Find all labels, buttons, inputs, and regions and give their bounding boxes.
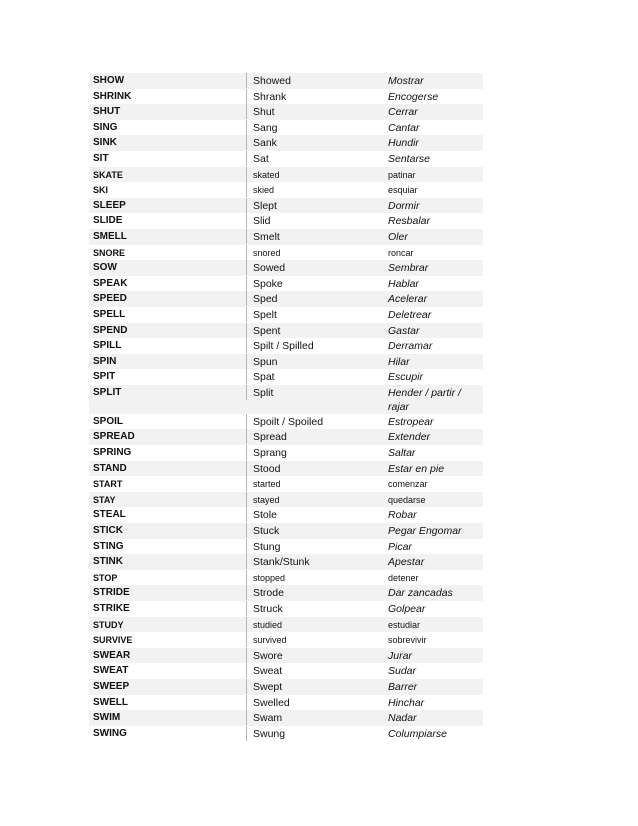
verb-spanish-cell: Picar (388, 540, 412, 553)
verb-base-cell: STICK (93, 525, 123, 537)
table-row (89, 198, 483, 214)
verb-past-cell: Spelt (246, 307, 384, 322)
table-row (89, 523, 483, 539)
verb-base-cell: SINK (93, 137, 117, 149)
verb-past-cell: started (246, 476, 384, 491)
verb-spanish-cell: Cantar (388, 121, 420, 134)
verb-spanish-cell: Hinchar (388, 696, 425, 709)
table-row (89, 554, 483, 570)
table-row (89, 445, 483, 461)
verb-spanish-cell: Dar zancadas (388, 587, 453, 600)
verb-past-cell: Swept (246, 679, 384, 694)
table-row (89, 135, 483, 151)
table-row (89, 648, 483, 664)
verb-past-cell: Sank (246, 135, 384, 150)
table-row (89, 507, 483, 523)
verb-base-cell: SIT (93, 152, 109, 164)
table-row (89, 167, 483, 183)
verb-spanish-cell: Jurar (388, 649, 412, 662)
table-row (89, 570, 483, 586)
verb-spanish-cell: Gastar (388, 324, 420, 337)
verb-table (89, 73, 483, 741)
verb-past-cell: Spoilt / Spoiled (246, 414, 384, 429)
verb-base-cell: SPREAD (93, 431, 135, 443)
verb-base-cell: SPEAK (93, 277, 128, 289)
verb-spanish-cell: comenzar (388, 479, 428, 490)
verb-base-cell: STOP (93, 572, 118, 583)
verb-base-cell: STEAL (93, 509, 126, 521)
verb-past-cell: Stuck (246, 523, 384, 538)
verb-base-cell: STRIDE (93, 587, 130, 599)
verb-spanish-cell: patinar (388, 169, 416, 180)
table-row (89, 539, 483, 555)
verb-base-cell: SPRING (93, 447, 132, 459)
verb-past-cell: Spent (246, 323, 384, 338)
table-row (89, 429, 483, 445)
verb-base-cell: STAND (93, 462, 127, 474)
verb-spanish-cell: sobrevivir (388, 635, 427, 646)
verb-base-cell: SPEND (93, 324, 128, 336)
verb-past-cell: Swelled (246, 695, 384, 710)
verb-past-cell: Spoke (246, 276, 384, 291)
table-row (89, 476, 483, 492)
table-row (89, 617, 483, 633)
verb-base-cell: SWELL (93, 696, 128, 708)
verb-spanish-cell: Hender / partir / rajar (388, 386, 461, 413)
verb-base-cell: SING (93, 121, 118, 133)
verb-spanish-cell: Escupir (388, 371, 424, 384)
verb-past-cell: Spread (246, 429, 384, 444)
verb-base-cell: SWEEP (93, 680, 130, 692)
verb-base-cell: SHOW (93, 75, 125, 86)
verb-spanish-cell: Hilar (388, 355, 410, 368)
verb-base-cell: SWEAT (93, 665, 129, 677)
verb-base-cell: SMELL (93, 230, 127, 242)
verb-spanish-cell: Robar (388, 509, 417, 522)
verb-past-cell: Sowed (246, 260, 384, 275)
table-row (89, 695, 483, 711)
verb-past-cell: Sprang (246, 445, 384, 460)
table-row (89, 229, 483, 245)
verb-base-cell: SLEEP (93, 199, 126, 211)
verb-past-cell: Spilt / Spilled (246, 338, 384, 353)
table-row (89, 585, 483, 601)
verb-past-cell: Sang (246, 120, 384, 135)
verb-spanish-cell: Nadar (388, 712, 417, 725)
table-row (89, 726, 483, 742)
verb-spanish-cell: Estar en pie (388, 462, 445, 475)
verb-spanish-cell: Encogerse (388, 90, 439, 103)
table-row (89, 104, 483, 120)
verb-base-cell: SKATE (93, 169, 123, 180)
verb-base-cell: SPEED (93, 293, 127, 305)
table-row (89, 120, 483, 136)
verb-base-cell: SPELL (93, 308, 126, 320)
verb-spanish-cell: Hundir (388, 137, 419, 150)
verb-past-cell: Spun (246, 354, 384, 369)
verb-past-cell: Split (246, 385, 384, 400)
verb-past-cell: Spat (246, 369, 384, 384)
verb-past-cell: Sped (246, 291, 384, 306)
table-row (89, 73, 483, 89)
table-row (89, 492, 483, 508)
verb-base-cell: STING (93, 540, 124, 552)
table-row (89, 245, 483, 261)
table-row (89, 213, 483, 229)
verb-base-cell: SWEAR (93, 649, 131, 661)
verb-base-cell: STINK (93, 556, 123, 568)
verb-past-cell: Swore (246, 648, 384, 663)
verb-past-cell: Sweat (246, 663, 384, 678)
verb-base-cell: SURVIVE (93, 635, 133, 646)
verb-base-cell: SWIM (93, 712, 121, 724)
verb-spanish-cell: Deletrear (388, 308, 432, 321)
verb-spanish-cell: esquiar (388, 185, 418, 196)
table-row (89, 182, 483, 198)
verb-past-cell: Shrank (246, 89, 384, 104)
verb-past-cell: Smelt (246, 229, 384, 244)
verb-spanish-cell: roncar (388, 247, 414, 258)
table-row (89, 151, 483, 167)
table-row (89, 414, 483, 430)
table-row (89, 632, 483, 648)
verb-spanish-cell: Pegar Engomar (388, 525, 462, 538)
verb-past-cell: stayed (246, 492, 384, 507)
verb-spanish-cell: Cerrar (388, 106, 418, 119)
verb-base-cell: SPLIT (93, 386, 122, 398)
table-row (89, 307, 483, 323)
table-row (89, 385, 483, 414)
verb-past-cell: studied (246, 617, 384, 632)
verb-spanish-cell: quedarse (388, 494, 426, 505)
table-row (89, 323, 483, 339)
verb-base-cell: SPIT (93, 371, 116, 383)
table-row (89, 369, 483, 385)
verb-past-cell: Slept (246, 198, 384, 213)
verb-spanish-cell: Golpear (388, 603, 426, 615)
verb-past-cell: Stung (246, 539, 384, 554)
verb-base-cell: SPIN (93, 355, 117, 367)
verb-spanish-cell: Columpiarse (388, 727, 447, 740)
verb-past-cell: Strode (246, 585, 384, 600)
table-row (89, 260, 483, 276)
verb-base-cell: STUDY (93, 619, 124, 630)
verb-base-cell: SKI (93, 185, 109, 196)
verb-base-cell: SLIDE (93, 215, 123, 227)
verb-spanish-cell: Acelerar (388, 293, 428, 306)
verb-spanish-cell: Hablar (388, 277, 419, 290)
verb-past-cell: Stood (246, 461, 384, 476)
verb-past-cell: Showed (246, 73, 384, 88)
verb-past-cell: skied (246, 182, 384, 197)
verb-base-cell: SHUT (93, 106, 121, 118)
verb-past-cell: survived (246, 632, 384, 647)
verb-spanish-cell: estudiar (388, 619, 421, 630)
table-row (89, 89, 483, 105)
verb-base-cell: SPILL (93, 340, 122, 352)
verb-past-cell: Swam (246, 710, 384, 725)
table-row (89, 679, 483, 695)
verb-spanish-cell: Estropear (388, 415, 434, 428)
table-row (89, 601, 483, 617)
verb-spanish-cell: Apestar (388, 556, 425, 569)
verb-base-cell: SHRINK (93, 90, 132, 102)
verb-past-cell: Sat (246, 151, 384, 166)
table-row (89, 710, 483, 726)
table-row (89, 338, 483, 354)
verb-spanish-cell: Mostrar (388, 75, 424, 87)
verb-spanish-cell: Oler (388, 230, 408, 243)
table-row (89, 291, 483, 307)
verb-base-cell: SWING (93, 727, 127, 739)
verb-spanish-cell: Barrer (388, 680, 418, 693)
verb-spanish-cell: Sentarse (388, 152, 431, 165)
verb-base-cell: SPOIL (93, 415, 124, 427)
verb-base-cell: SOW (93, 262, 117, 274)
verb-spanish-cell: detener (388, 572, 419, 583)
verb-past-cell: Stole (246, 507, 384, 522)
verb-spanish-cell: Extender (388, 431, 431, 444)
verb-base-cell: SNORE (93, 247, 126, 258)
verb-base-cell: STAY (93, 494, 116, 505)
verb-spanish-cell: Dormir (388, 199, 420, 212)
verb-past-cell: Stank/Stunk (246, 554, 384, 569)
verb-past-cell: Shut (246, 104, 384, 119)
table-row (89, 663, 483, 679)
verb-past-cell: snored (246, 245, 384, 260)
table-row (89, 461, 483, 477)
verb-past-cell: stopped (246, 570, 384, 585)
verb-spanish-cell: Derramar (388, 340, 433, 353)
verb-spanish-cell: Saltar (388, 447, 416, 460)
verb-base-cell: START (93, 479, 123, 490)
verb-past-cell: Swung (246, 726, 384, 741)
verb-past-cell: Slid (246, 213, 384, 228)
verb-past-cell: Struck (246, 601, 384, 616)
verb-past-cell: skated (246, 167, 384, 182)
verb-spanish-cell: Resbalar (388, 215, 431, 228)
table-row (89, 354, 483, 370)
verb-base-cell: STRIKE (93, 603, 130, 614)
table-row (89, 276, 483, 292)
verb-spanish-cell: Sudar (388, 665, 417, 678)
verb-spanish-cell: Sembrar (388, 262, 429, 275)
